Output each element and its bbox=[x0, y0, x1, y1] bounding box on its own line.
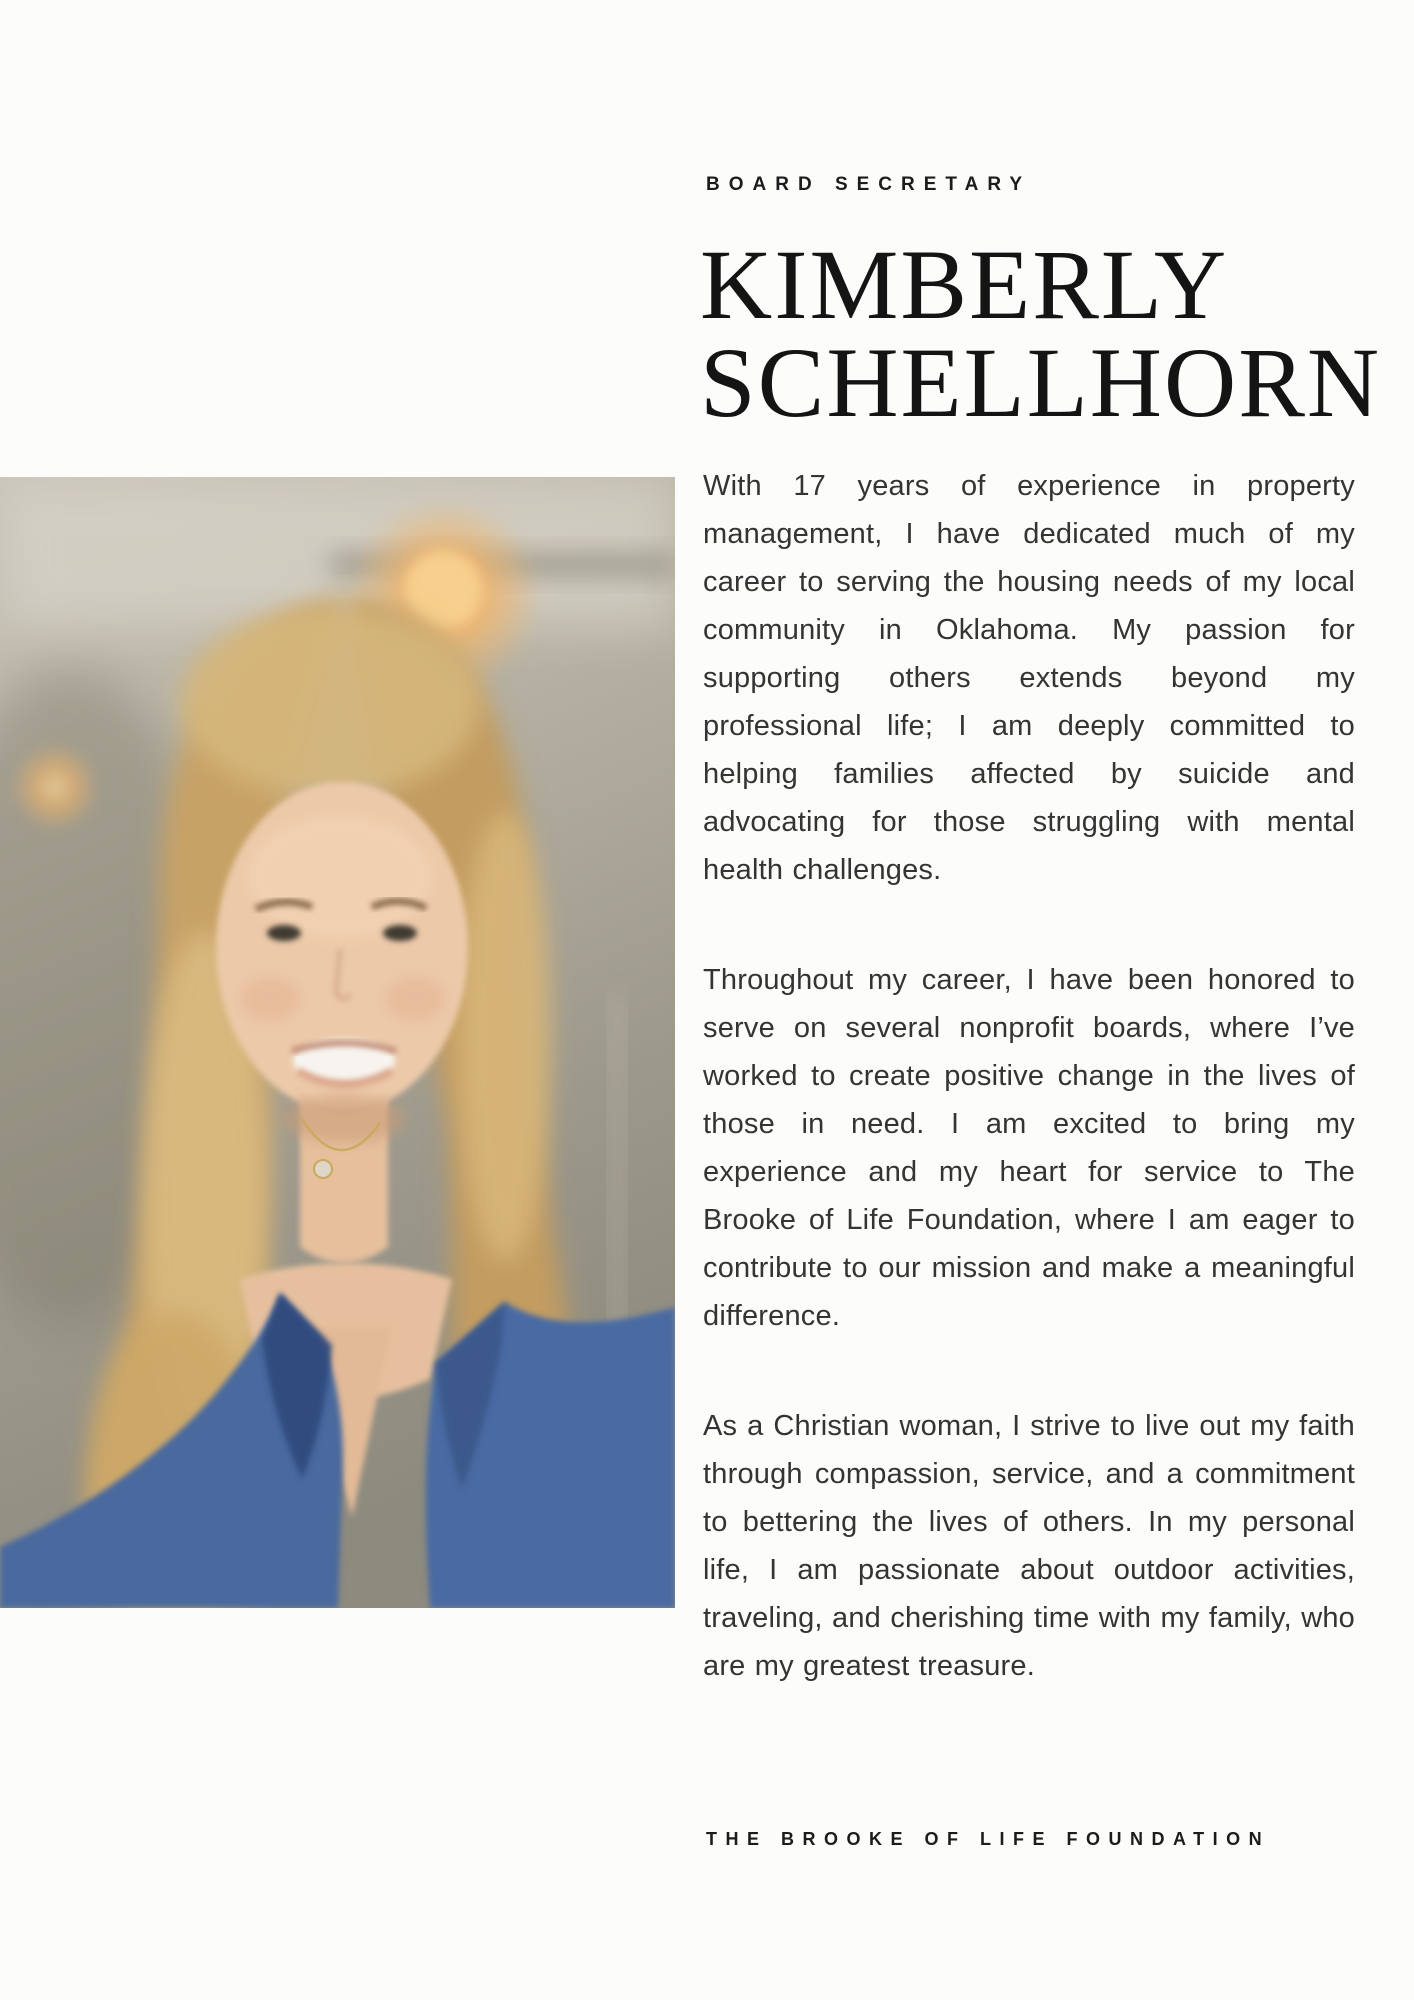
bio-text bbox=[703, 462, 1355, 1752]
name-line-last: SCHELLHORN bbox=[700, 327, 1382, 438]
role-label: BOARD SECRETARY bbox=[706, 174, 1032, 195]
portrait-photo-art bbox=[0, 477, 675, 1608]
page-title bbox=[700, 229, 1382, 438]
name-line-first: KIMBERLY bbox=[700, 229, 1229, 340]
bio-paragraph-2: Throughout my career, I have been honored to serve on several nonprofit boards, where I’ve worked to create positive change in the lives of those in need. I am excited to bring my experience and my heart for service to The Brooke of Life Foundation, where I am eager to contribute to our mission and make a meaningful difference. bbox=[703, 964, 1355, 1332]
portrait-photo bbox=[0, 477, 675, 1608]
footer-organization: THE BROOKE OF LIFE FOUNDATION bbox=[706, 1829, 1271, 1849]
bio-paragraph-1: With 17 years of experience in property management, I have dedicated much of my career to serving the housing needs of my local community in Oklahoma. My passion for supporting others extends beyond my professional life; I am deeply committed to helping families affected by suicide and advocating for those struggling with mental health challenges. bbox=[703, 470, 1355, 886]
bio-paragraph-3: As a Christian woman, I strive to live out my faith through compassion, service, and a commitment to bettering the lives of others. In my personal life, I am passionate about outdoor activities, traveling, and cherishing time with my family, who are my greatest treasure. bbox=[703, 1410, 1355, 1682]
